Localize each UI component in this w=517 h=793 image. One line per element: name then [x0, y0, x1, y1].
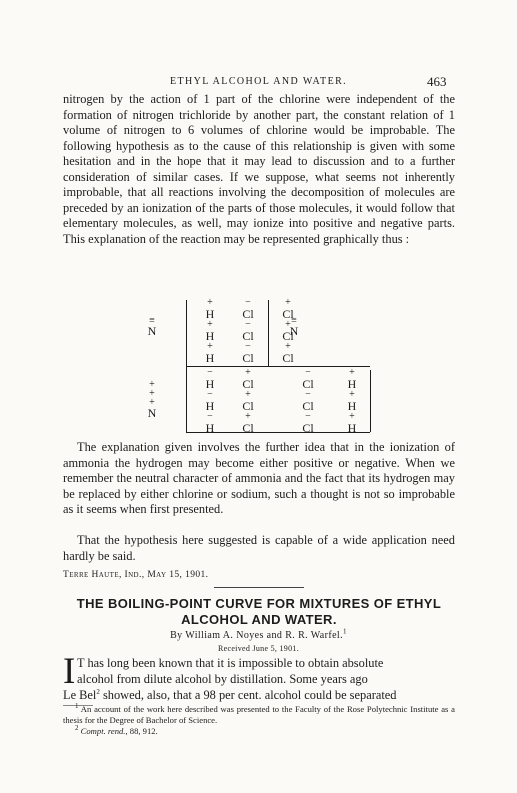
symbol-cl: Cl: [282, 307, 294, 321]
charge-sign: +: [349, 411, 355, 422]
received-date: Received June 5, 1901.: [217, 644, 300, 653]
charge-sign: −: [245, 341, 251, 352]
footnote-1: $^1$ An account of the work here described was presented to the Faculty of the Rose Polytechnic Institute as a thesis for the Degree of Bachelor of Science.: [63, 702, 455, 725]
symbol-cl: Cl: [242, 307, 254, 321]
charge-sign: +: [349, 367, 355, 378]
article-title-line-2: ALCOHOL AND WATER.: [181, 612, 337, 627]
diagram-line-right: [370, 370, 371, 432]
symbol-cl: Cl: [302, 399, 314, 413]
symbol-h: H: [205, 399, 215, 413]
charge-sign: −: [305, 411, 311, 422]
symbol-cl: Cl: [242, 399, 254, 413]
paragraph-hypothesis: nitrogen by the action of 1 part of the chlorine were independent of the formation of nitrogen trichloride by another part, the constant relation of 1 volume of nitrogen to 6 volumes of chlorine would be improbable. The following hypothesis as to the cause of this relationship is given with some hesitation and in the hope that it may lead to discussion and to a further consideration of similar cases. If we suppose, what seems not inherently improbable, that all reactions involving the decomposition of molecules are preceded by an ionization of the parts of those molecules, it would follow that elementary molecules, as well, may ionize into positive and negative parts. This explanation of the reaction may be represented graphically thus :: [63, 92, 455, 246]
charge-sign: −: [305, 389, 311, 400]
charge-sign: −: [305, 367, 311, 378]
charge-sign: +: [285, 319, 291, 330]
charge-sign: +: [285, 297, 291, 308]
symbol-h: H: [205, 307, 215, 321]
symbol-h: H: [205, 421, 215, 435]
symbol-cl: Cl: [302, 377, 314, 391]
charge-sign: −: [207, 411, 213, 422]
symbol-h: H: [347, 399, 357, 413]
article-line-3: Le Bel$^2$ showed, also, that a 98 per cent. alcohol could be separated: [63, 687, 397, 702]
charge-sign: +: [245, 367, 251, 378]
drop-cap: I: [63, 651, 76, 692]
charge-sign: +: [245, 389, 251, 400]
paragraph-explanation: The explanation given involves the further idea that in the ionization of ammonia the hydrogen may become either positive or negative. When we remember the neutral character of ammonia and the fact that its hydrogen may be replaced by either chlorine or sodium, such a thought is not so improbable as it seems when first presented.: [63, 440, 455, 516]
upper-right-nitrogen: ≡ N: [289, 315, 299, 338]
charge-sign: −: [207, 389, 213, 400]
charge-sign: +: [285, 341, 291, 352]
symbol-cl: Cl: [302, 421, 314, 435]
upper-left-nitrogen: ≡ N: [147, 315, 157, 338]
symbol-h: H: [347, 377, 357, 391]
lower-nitrogen: + + + N: [147, 379, 157, 420]
symbol-h: H: [205, 351, 215, 365]
page-number: 463: [427, 74, 447, 89]
article-line-2: alcohol from dilute alcohol by distillation. Some years ago: [77, 672, 368, 686]
dateline: Terre Haute, Ind., May 15, 1901.: [63, 570, 209, 580]
symbol-h: H: [205, 377, 215, 391]
section-divider: [214, 587, 304, 588]
charge-sign: −: [245, 297, 251, 308]
charge-sign: −: [207, 367, 213, 378]
charge-sign: +: [207, 341, 213, 352]
running-header: ETHYL ALCOHOL AND WATER.: [169, 76, 348, 87]
footnote-2: $^2$ Compt. rend., 88, 912.: [75, 724, 158, 736]
symbol-h: H: [347, 421, 357, 435]
charge-sign: +: [207, 319, 213, 330]
charge-sign: −: [245, 319, 251, 330]
symbol-cl: Cl: [242, 377, 254, 391]
symbol-cl: Cl: [282, 351, 294, 365]
diagram-line-middle: [268, 300, 269, 366]
symbol-cl: Cl: [282, 329, 294, 343]
charge-sign: +: [245, 411, 251, 422]
charge-sign: +: [349, 389, 355, 400]
charge-sign: +: [207, 297, 213, 308]
paragraph-application: That the hypothesis here suggested is capable of a wide application need hardly be said.: [63, 533, 455, 563]
symbol-h: H: [205, 329, 215, 343]
symbol-cl: Cl: [242, 351, 254, 365]
byline: By William A. Noyes and R. R. Warfel.$^1$: [170, 627, 347, 641]
ionization-diagram: [148, 296, 382, 434]
diagram-line-mid: [186, 366, 370, 367]
symbol-cl: Cl: [242, 421, 254, 435]
article-title-line-1: THE BOILING-POINT CURVE FOR MIXTURES OF ETHYL: [76, 596, 442, 611]
article-line-1: T has long been known that it is impossible to obtain absolute: [77, 656, 384, 670]
symbol-cl: Cl: [242, 329, 254, 343]
